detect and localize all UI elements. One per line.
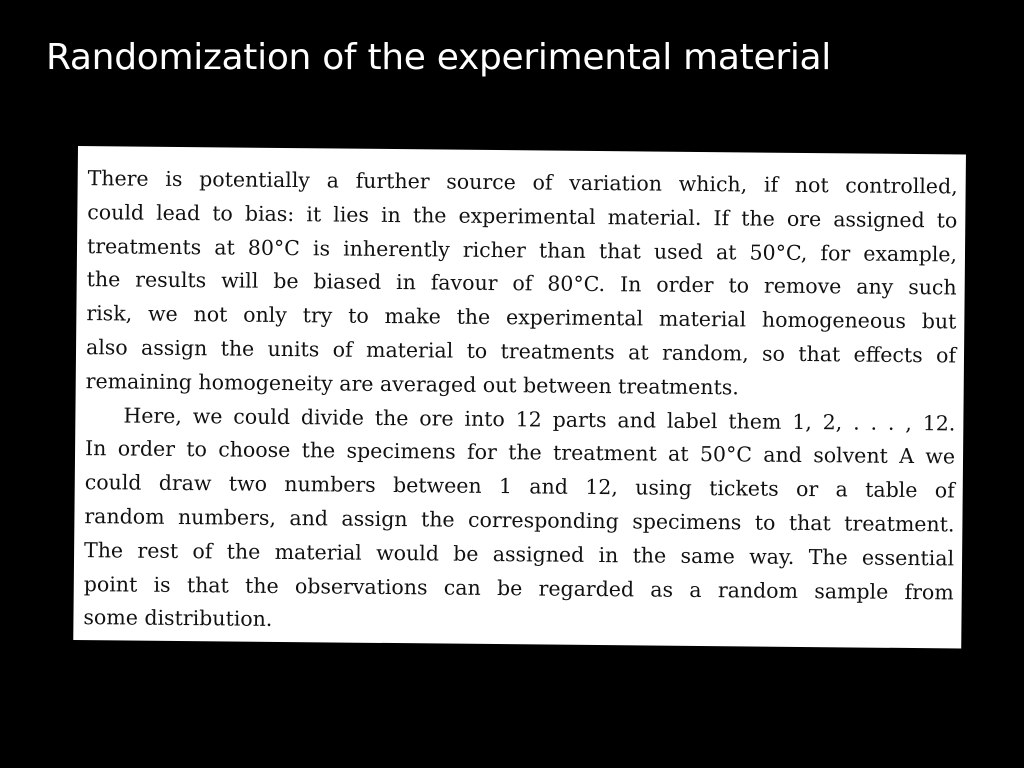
text-line: treatments at 80°C is inherently richer than that used at 50°C, for example,: [86, 233, 958, 267]
text-line: remaining homogeneity are averaged out between treatments.: [85, 368, 739, 400]
text-line: could draw two numbers between 1 and 12, using tickets or a table of: [84, 470, 955, 503]
text-line: The rest of the material would be assigned in the same way. The essential: [84, 537, 955, 571]
text-line: Here, we could divide the ore into 12 parts and label them 1, 2, . . . , 12.: [123, 403, 956, 436]
text-line: risk, we not only try to make the experimental material homogeneous but: [86, 301, 957, 334]
text-line: could lead to bias: it lies in the experimental material. If the ore assigned to: [87, 199, 958, 233]
paragraph-2: [83, 399, 955, 644]
text-line: the results will be biased in favour of 80°C. In order to remove any such: [86, 267, 957, 300]
slide-title: Randomization of the experimental material: [46, 37, 832, 78]
text-line: In order to choose the specimens for the treatment at 50°C and solvent A we: [84, 436, 956, 469]
text-line: some distribution.: [83, 605, 273, 632]
paragraph-1: [86, 162, 958, 407]
text-line: also assign the units of material to treatments at random, so that effects of: [85, 335, 957, 368]
scanned-text-excerpt: [73, 146, 966, 649]
text-line: random numbers, and assign the corresponding specimens to that treatment.: [84, 504, 955, 537]
text-line: point is that the observations can be regarded as a random sample from: [83, 571, 954, 604]
text-line: There is potentially a further source of variation which, if not controlled,: [87, 166, 958, 199]
